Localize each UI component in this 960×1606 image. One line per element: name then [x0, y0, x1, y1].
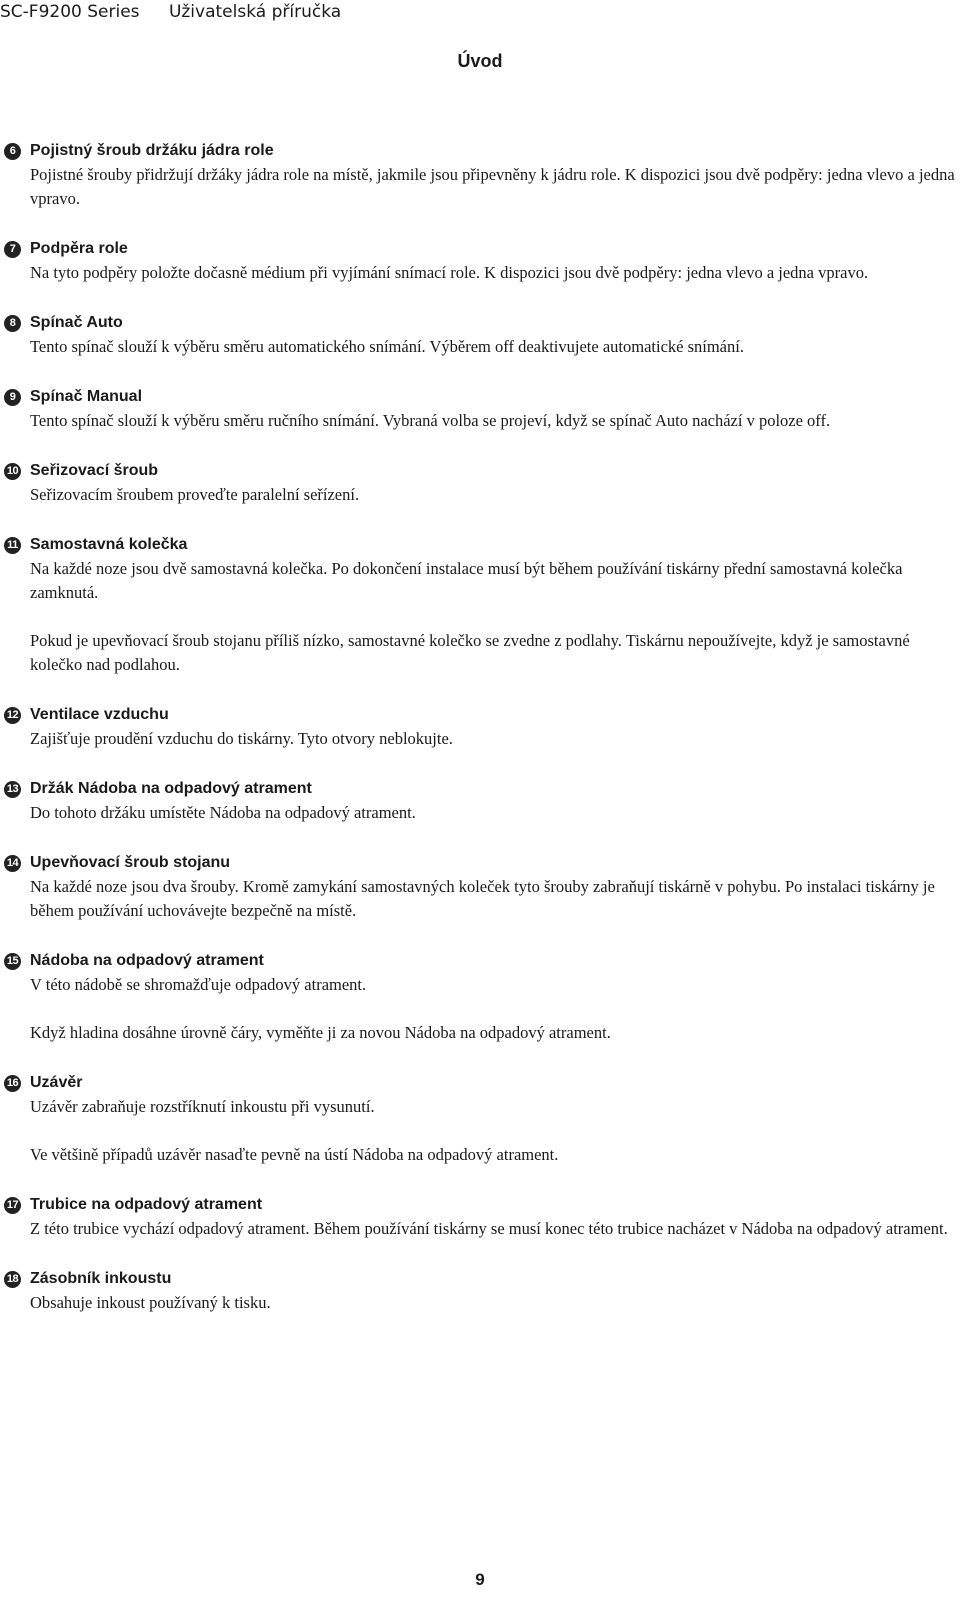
list-item — [0, 459, 960, 507]
list-item — [0, 139, 960, 211]
list-item — [0, 385, 960, 433]
item-number-badge: 17 — [4, 1197, 21, 1214]
list-item — [0, 1193, 960, 1241]
item-description: Na tyto podpěry položte dočasně médium při vyjímání snímací role. K dispozici jsou dvě podpěry: jedna vlevo a jedna vpravo. — [30, 263, 869, 282]
item-description: Seřizovacím šroubem proveďte paralelní seřízení. — [30, 485, 360, 504]
item-title: Držák Nádoba na odpadový atrament — [30, 780, 312, 797]
item-description: Zajišťuje proudění vzduchu do tiskárny. Tyto otvory neblokujte. — [30, 729, 453, 748]
item-number-badge: 8 — [4, 315, 21, 332]
item-number-badge: 10 — [4, 463, 21, 480]
item-title: Trubice na odpadový atrament — [30, 1196, 263, 1213]
item-description: V této nádobě se shromažďuje odpadový atrament. — [30, 975, 367, 994]
item-number-badge: 15 — [4, 953, 21, 970]
item-title: Uzávěr — [30, 1074, 83, 1091]
item-title: Spínač Manual — [30, 388, 143, 405]
item-title: Spínač Auto — [30, 314, 123, 331]
item-number-badge: 11 — [4, 537, 21, 554]
item-number-badge: 16 — [4, 1075, 21, 1092]
item-description: Tento spínač slouží k výběru směru automatického snímání. Výběrem off deaktivujete automatické snímání. — [30, 337, 744, 356]
item-title: Samostavná kolečka — [30, 536, 188, 553]
manual-title: Uživatelská příručka — [168, 2, 342, 22]
page-header — [0, 0, 341, 24]
item-description: Když hladina dosáhne úrovně čáry, vyměňte ji za novou Nádoba na odpadový atrament. — [30, 1023, 611, 1042]
item-description: Ve většině případů uzávěr nasaďte pevně na ústí Nádoba na odpadový atrament. — [30, 1145, 559, 1164]
item-description: Uzávěr zabraňuje rozstříknutí inkoustu při vysunutí. — [30, 1097, 375, 1116]
section-title: Úvod — [457, 51, 503, 71]
page-number: 9 — [475, 1570, 485, 1589]
item-title: Seřizovací šroub — [30, 462, 159, 479]
item-title: Ventilace vzduchu — [30, 706, 169, 723]
list-item — [0, 851, 960, 923]
list-item — [0, 703, 960, 751]
list-item — [0, 1267, 960, 1315]
item-description: Obsahuje inkoust používaný k tisku. — [30, 1293, 271, 1312]
component-list — [0, 139, 960, 1341]
item-description: Tento spínač slouží k výběru směru ručního snímání. Vybraná volba se projeví, když se spínač Auto nachází v poloze off. — [30, 411, 831, 430]
item-description: Pokud je upevňovací šroub stojanu příliš nízko, samostavné kolečko se zvedne z podlahy. Tiskárnu nepoužívejte, když je samostavné kolečko nad podlahou. — [30, 631, 910, 674]
product-name: SC-F9200 Series — [0, 2, 140, 22]
item-title: Podpěra role — [30, 240, 128, 257]
item-description: Do tohoto držáku umístěte Nádoba na odpadový atrament. — [30, 803, 416, 822]
list-item — [0, 533, 960, 677]
item-description: Z této trubice vychází odpadový atrament. Během používání tiskárny se musí konec této trubice nacházet v Nádoba na odpadový atrament. — [30, 1219, 948, 1238]
list-item — [0, 1071, 960, 1167]
item-number-badge: 13 — [4, 781, 21, 798]
list-item — [0, 949, 960, 1045]
item-number-badge: 14 — [4, 855, 21, 872]
item-description: Na každé noze jsou dvě samostavná kolečka. Po dokončení instalace musí být během používání tiskárny přední samostavná kolečka zamknutá. — [30, 559, 903, 602]
item-number-badge: 6 — [4, 143, 21, 160]
item-title: Pojistný šroub držáku jádra role — [30, 142, 274, 159]
item-description: Pojistné šrouby přidržují držáky jádra role na místě, jakmile jsou připevněny k jádru role. K dispozici jsou dvě podpěry: jedna vlevo a jedna vpravo. — [30, 165, 955, 208]
list-item — [0, 311, 960, 359]
list-item — [0, 777, 960, 825]
item-number-badge: 9 — [4, 389, 21, 406]
item-title: Upevňovací šroub stojanu — [30, 854, 231, 871]
list-item — [0, 237, 960, 285]
item-number-badge: 18 — [4, 1271, 21, 1288]
item-title: Nádoba na odpadový atrament — [30, 952, 264, 969]
item-description: Na každé noze jsou dva šrouby. Kromě zamykání samostavných koleček tyto šrouby zabraňují tiskárně v pohybu. Po instalaci tiskárny je během používání uchovávejte bezpečně na místě. — [30, 877, 935, 920]
item-number-badge: 12 — [4, 707, 21, 724]
item-number-badge: 7 — [4, 241, 21, 258]
item-title: Zásobník inkoustu — [30, 1270, 172, 1287]
